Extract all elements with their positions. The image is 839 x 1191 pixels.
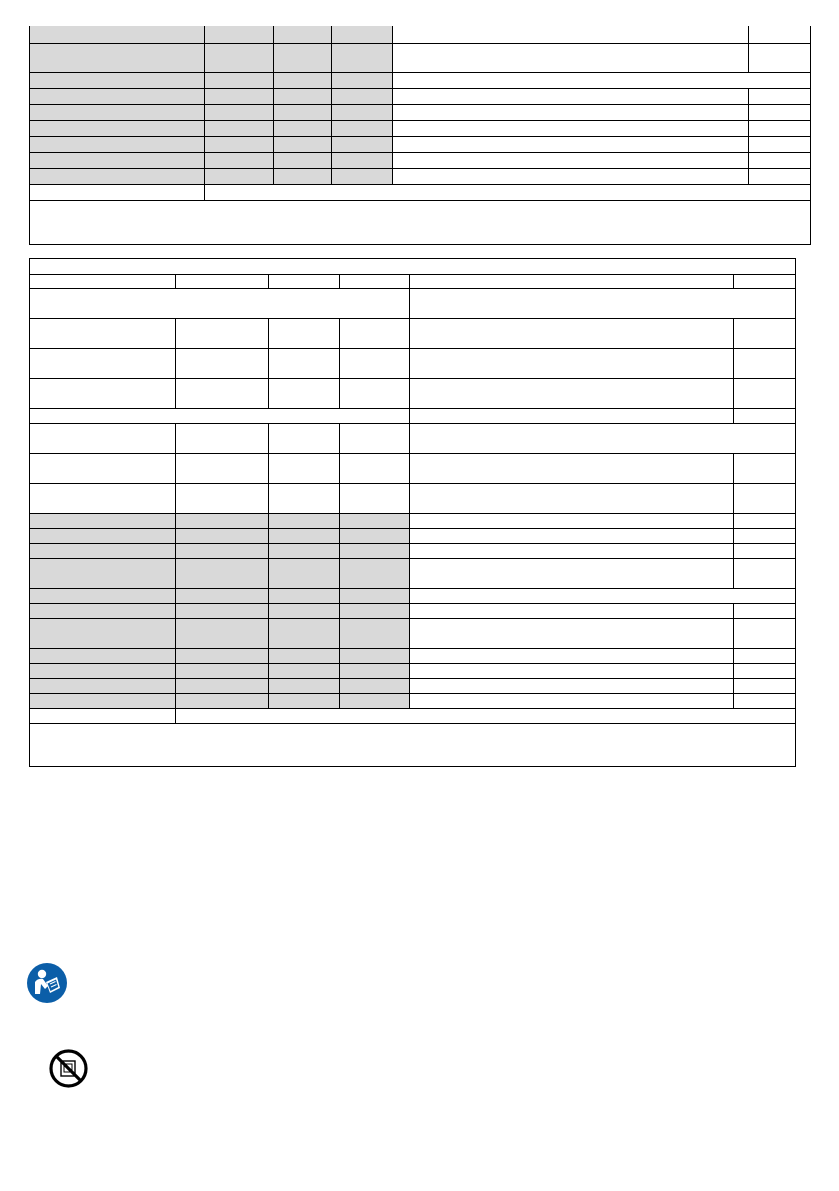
table-cell bbox=[340, 319, 410, 349]
table-cell bbox=[340, 604, 410, 619]
table-cell bbox=[30, 289, 410, 319]
table-row bbox=[30, 709, 796, 724]
table-cell bbox=[176, 679, 269, 694]
table-cell bbox=[30, 104, 205, 120]
table-cell bbox=[205, 104, 274, 120]
table-cell bbox=[205, 168, 274, 184]
table-cell bbox=[734, 559, 796, 589]
table-cell bbox=[410, 604, 734, 619]
table-cell bbox=[274, 152, 332, 168]
table-cell bbox=[340, 424, 410, 454]
table-cell bbox=[332, 88, 393, 104]
table-cell bbox=[410, 319, 734, 349]
table-row bbox=[30, 319, 796, 349]
table-row bbox=[30, 168, 811, 184]
table-row bbox=[30, 275, 796, 289]
table-cell bbox=[340, 379, 410, 409]
table-cell bbox=[393, 88, 749, 104]
table-cell bbox=[734, 484, 796, 514]
table-cell bbox=[30, 184, 205, 200]
table-cell bbox=[749, 26, 811, 43]
table-row bbox=[30, 184, 811, 200]
table-row bbox=[30, 604, 796, 619]
table-cell bbox=[30, 26, 205, 43]
table-cell bbox=[30, 72, 205, 88]
table-cell bbox=[340, 694, 410, 709]
table-row bbox=[30, 152, 811, 168]
table-cell bbox=[734, 409, 796, 424]
table-cell bbox=[30, 409, 410, 424]
table-cell bbox=[176, 649, 269, 664]
table-cell bbox=[332, 168, 393, 184]
table-cell bbox=[30, 379, 176, 409]
table-cell bbox=[176, 514, 269, 529]
table-cell bbox=[734, 649, 796, 664]
table-cell bbox=[734, 275, 796, 289]
table-cell bbox=[30, 529, 176, 544]
table-cell bbox=[410, 589, 796, 604]
table-cell bbox=[734, 604, 796, 619]
table-cell bbox=[410, 289, 796, 319]
table-cell bbox=[393, 152, 749, 168]
table-cell bbox=[205, 152, 274, 168]
table-cell bbox=[274, 26, 332, 43]
table-cell bbox=[340, 484, 410, 514]
table-cell bbox=[410, 484, 734, 514]
table-row bbox=[30, 424, 796, 454]
table-row bbox=[30, 289, 796, 319]
table-row bbox=[30, 88, 811, 104]
table-cell bbox=[274, 104, 332, 120]
table-cell bbox=[269, 559, 340, 589]
table-cell bbox=[410, 514, 734, 529]
table-cell bbox=[410, 409, 734, 424]
table-cell bbox=[269, 679, 340, 694]
table-cell bbox=[30, 619, 176, 649]
table-cell bbox=[734, 679, 796, 694]
table-row bbox=[30, 649, 796, 664]
table-cell bbox=[332, 26, 393, 43]
table-cell bbox=[410, 559, 734, 589]
table-cell bbox=[30, 88, 205, 104]
table-cell bbox=[734, 664, 796, 679]
table-cell bbox=[393, 120, 749, 136]
table-row bbox=[30, 679, 796, 694]
table-cell bbox=[269, 484, 340, 514]
table-cell bbox=[205, 88, 274, 104]
table-row bbox=[30, 589, 796, 604]
table-cell bbox=[30, 200, 811, 244]
table-cell bbox=[269, 349, 340, 379]
table-cell bbox=[30, 484, 176, 514]
table-row bbox=[30, 409, 796, 424]
table-cell bbox=[30, 559, 176, 589]
table-cell bbox=[30, 724, 796, 767]
table-cell bbox=[340, 559, 410, 589]
table-cell bbox=[340, 544, 410, 559]
table-cell bbox=[269, 589, 340, 604]
table-cell bbox=[269, 454, 340, 484]
table-cell bbox=[269, 379, 340, 409]
table-cell bbox=[749, 120, 811, 136]
table-cell bbox=[30, 589, 176, 604]
table-cell bbox=[205, 120, 274, 136]
table-cell bbox=[176, 559, 269, 589]
table-row bbox=[30, 664, 796, 679]
table-cell bbox=[410, 529, 734, 544]
table-cell bbox=[749, 168, 811, 184]
table-row bbox=[30, 43, 811, 72]
table-row bbox=[30, 694, 796, 709]
table-row bbox=[30, 514, 796, 529]
table-cell bbox=[30, 259, 796, 275]
table-cell bbox=[176, 424, 269, 454]
table-cell bbox=[410, 454, 734, 484]
table-cell bbox=[734, 349, 796, 379]
table-row bbox=[30, 544, 796, 559]
table-cell bbox=[176, 529, 269, 544]
table-cell bbox=[269, 649, 340, 664]
table-cell bbox=[749, 152, 811, 168]
table-cell bbox=[176, 544, 269, 559]
table-cell bbox=[30, 120, 205, 136]
table-cell bbox=[340, 664, 410, 679]
table-cell bbox=[734, 379, 796, 409]
prohibition-icon bbox=[48, 1048, 89, 1089]
table-cell bbox=[176, 709, 796, 724]
table-cell bbox=[410, 424, 796, 454]
table-cell bbox=[749, 104, 811, 120]
table-cell bbox=[176, 484, 269, 514]
table-cell bbox=[205, 72, 274, 88]
table-cell bbox=[340, 649, 410, 664]
table-cell bbox=[340, 679, 410, 694]
table-row bbox=[30, 559, 796, 589]
table-cell bbox=[269, 424, 340, 454]
table-cell bbox=[749, 88, 811, 104]
table-cell bbox=[393, 72, 811, 88]
table-cell bbox=[274, 136, 332, 152]
table-cell bbox=[176, 664, 269, 679]
table-cell bbox=[269, 529, 340, 544]
spec-table-bottom bbox=[29, 258, 796, 767]
table-cell bbox=[269, 514, 340, 529]
table-cell bbox=[176, 319, 269, 349]
table-cell bbox=[30, 679, 176, 694]
table-cell bbox=[393, 43, 749, 72]
table-cell bbox=[410, 275, 734, 289]
table-cell bbox=[410, 349, 734, 379]
table-cell bbox=[205, 43, 274, 72]
table-cell bbox=[274, 43, 332, 72]
table-cell bbox=[176, 589, 269, 604]
table-cell bbox=[30, 168, 205, 184]
table-cell bbox=[274, 72, 332, 88]
table-cell bbox=[269, 694, 340, 709]
table-cell bbox=[205, 184, 811, 200]
spec-table-top bbox=[29, 26, 811, 245]
table-cell bbox=[734, 454, 796, 484]
table-cell bbox=[340, 275, 410, 289]
table-cell bbox=[176, 349, 269, 379]
table-row bbox=[30, 454, 796, 484]
table-cell bbox=[340, 454, 410, 484]
table-cell bbox=[176, 694, 269, 709]
table-cell bbox=[734, 619, 796, 649]
table-cell bbox=[30, 319, 176, 349]
table-cell bbox=[30, 709, 176, 724]
table-cell bbox=[269, 619, 340, 649]
table-row bbox=[30, 104, 811, 120]
table-cell bbox=[30, 544, 176, 559]
table-cell bbox=[30, 349, 176, 379]
table-cell bbox=[269, 664, 340, 679]
table-row bbox=[30, 200, 811, 244]
table-cell bbox=[734, 319, 796, 349]
table-cell bbox=[410, 619, 734, 649]
table-cell bbox=[749, 136, 811, 152]
table-cell bbox=[734, 694, 796, 709]
table-cell bbox=[176, 454, 269, 484]
table-cell bbox=[30, 136, 205, 152]
table-cell bbox=[410, 649, 734, 664]
table-row bbox=[30, 529, 796, 544]
table-cell bbox=[410, 694, 734, 709]
table-cell bbox=[734, 544, 796, 559]
table-row bbox=[30, 379, 796, 409]
read-manual-icon bbox=[26, 962, 68, 1004]
table-cell bbox=[393, 168, 749, 184]
table-cell bbox=[332, 152, 393, 168]
table-cell bbox=[274, 88, 332, 104]
table-cell bbox=[205, 26, 274, 43]
table-cell bbox=[332, 104, 393, 120]
table-cell bbox=[393, 136, 749, 152]
table-cell bbox=[269, 604, 340, 619]
table-cell bbox=[30, 454, 176, 484]
table-cell bbox=[269, 544, 340, 559]
table-cell bbox=[332, 136, 393, 152]
table-cell bbox=[340, 589, 410, 604]
table-cell bbox=[332, 72, 393, 88]
table-cell bbox=[176, 604, 269, 619]
table-cell bbox=[340, 514, 410, 529]
table-cell bbox=[410, 664, 734, 679]
table-row bbox=[30, 72, 811, 88]
table-row bbox=[30, 26, 811, 43]
table-cell bbox=[749, 43, 811, 72]
table-cell bbox=[30, 604, 176, 619]
table-cell bbox=[30, 275, 176, 289]
table-cell bbox=[734, 514, 796, 529]
table-cell bbox=[205, 136, 274, 152]
table-cell bbox=[269, 275, 340, 289]
table-cell bbox=[393, 104, 749, 120]
table-cell bbox=[274, 168, 332, 184]
table-cell bbox=[274, 120, 332, 136]
table-cell bbox=[176, 275, 269, 289]
table-row bbox=[30, 120, 811, 136]
table-cell bbox=[332, 43, 393, 72]
table-cell bbox=[30, 152, 205, 168]
table-row bbox=[30, 259, 796, 275]
table-row bbox=[30, 136, 811, 152]
table-cell bbox=[30, 649, 176, 664]
table-cell bbox=[30, 43, 205, 72]
table-row bbox=[30, 724, 796, 767]
table-cell bbox=[269, 319, 340, 349]
table-row bbox=[30, 484, 796, 514]
table-cell bbox=[340, 529, 410, 544]
table-cell bbox=[393, 26, 749, 43]
table-row bbox=[30, 349, 796, 379]
table-cell bbox=[410, 679, 734, 694]
table-cell bbox=[30, 424, 176, 454]
table-cell bbox=[30, 514, 176, 529]
table-cell bbox=[30, 664, 176, 679]
table-cell bbox=[734, 529, 796, 544]
table-cell bbox=[332, 120, 393, 136]
table-cell bbox=[340, 349, 410, 379]
table-cell bbox=[176, 619, 269, 649]
table-cell bbox=[176, 379, 269, 409]
table-row bbox=[30, 619, 796, 649]
table-cell bbox=[410, 544, 734, 559]
table-cell bbox=[410, 379, 734, 409]
table-cell bbox=[30, 694, 176, 709]
table-cell bbox=[340, 619, 410, 649]
